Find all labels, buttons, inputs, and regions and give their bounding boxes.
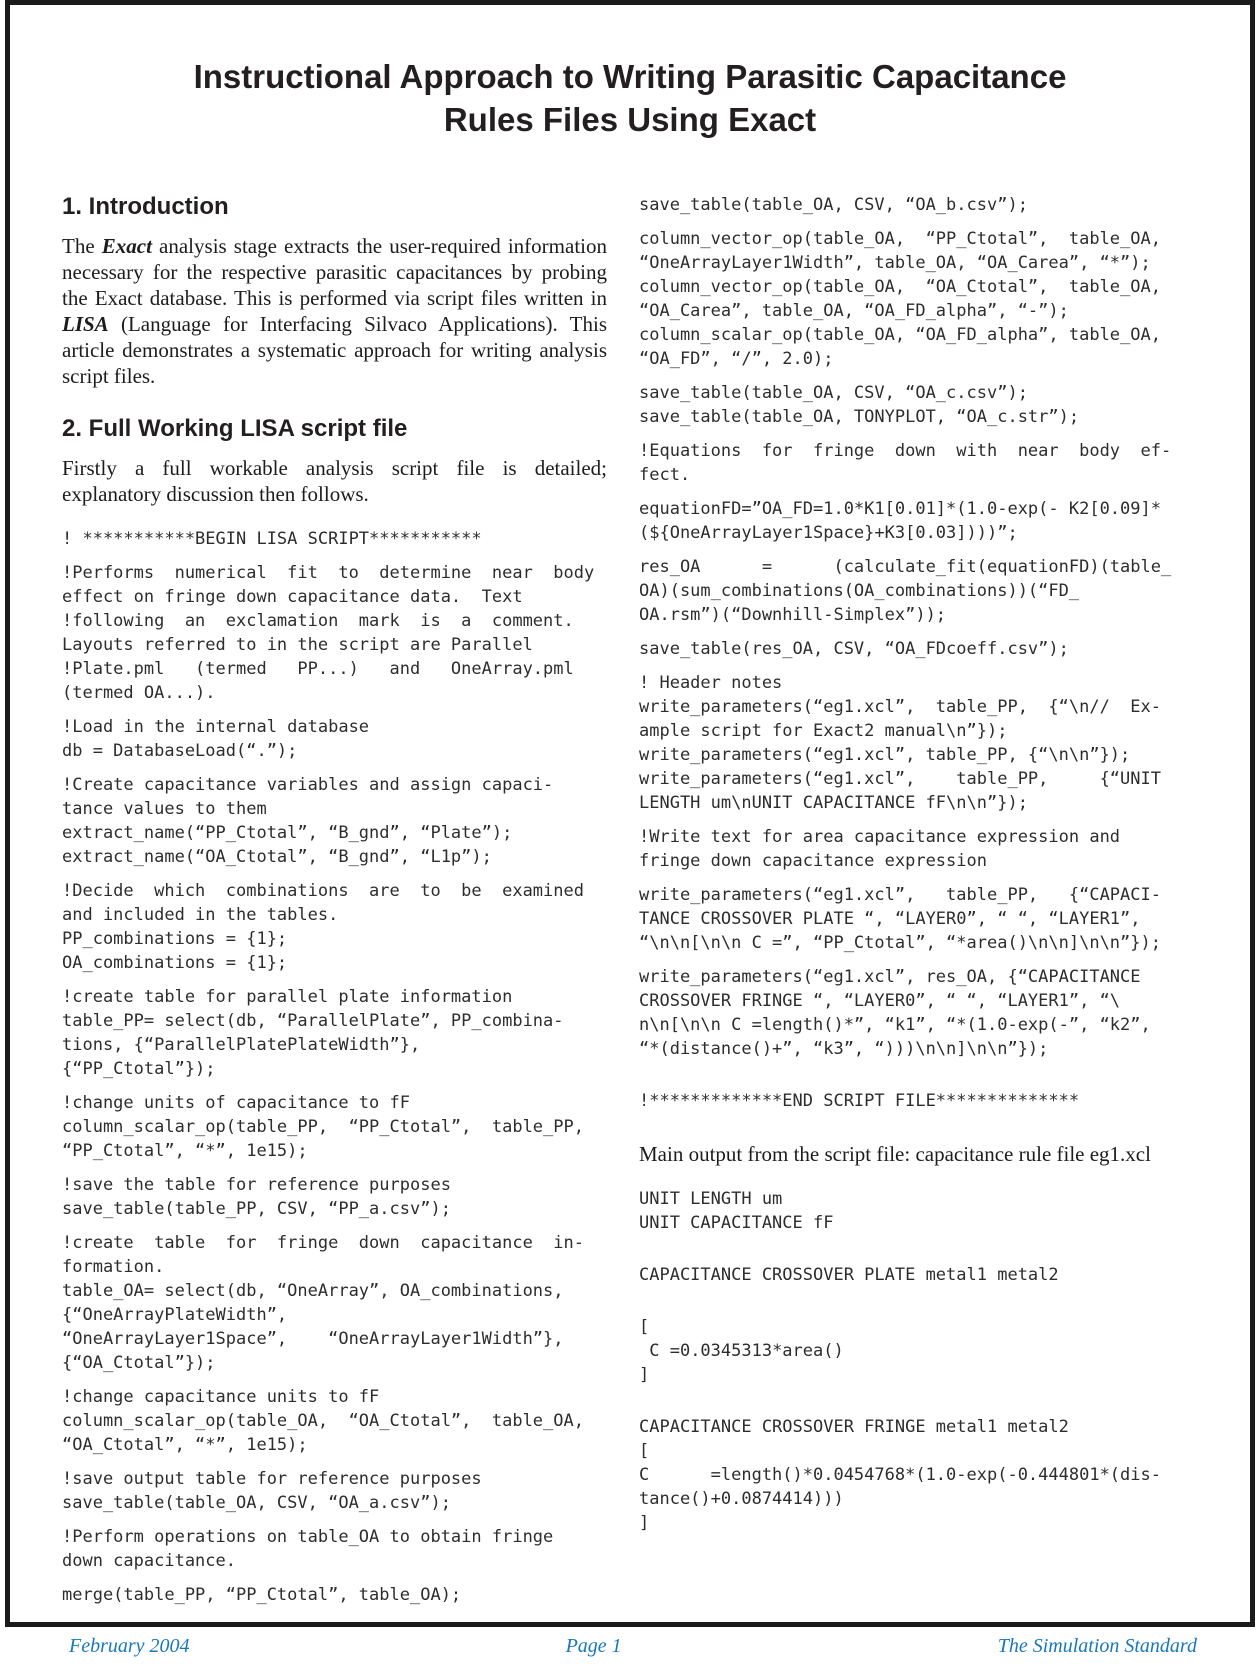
two-column-body [10, 193, 1250, 1617]
code-line: “OA_FD”, “/”, 2.0); [639, 349, 834, 369]
code-block [639, 883, 1184, 955]
code-block [639, 1187, 1184, 1235]
code-block [62, 1525, 607, 1573]
section-heading: 2. Full Working LISA script file [62, 415, 408, 442]
code-line: !*************END SCRIPT FILE************** [639, 1091, 1080, 1111]
code-line: column_vector_op(table_OA, “OA_Ctotal”, table_OA, [639, 277, 1161, 297]
code-line: OA)(sum_combinations(OA_combinations))(“FD_ [639, 581, 1080, 601]
code-line: TANCE CROSSOVER PLATE “, “LAYER0”, “ “, “LAYER1”, [639, 909, 1141, 929]
code-line: “OneArrayLayer1Width”, table_OA, “OA_Carea”, “*”); [639, 253, 1151, 273]
page-footer [5, 1635, 1255, 1658]
code-line: !save output table for reference purposes [62, 1469, 482, 1489]
code-block [639, 1263, 1184, 1287]
code-block [639, 1089, 1184, 1113]
paragraph-text: Firstly a full workable analysis script file is detailed; explanatory discussion then follows. [62, 456, 607, 506]
code-line: LENGTH um\nUNIT CAPACITANCE fF\n\n”}); [639, 793, 1028, 813]
code-line: tance()+0.0874414))) [639, 1489, 844, 1509]
code-line: [ [639, 1441, 650, 1461]
paragraph-text: (Language for Interfacing Silvaco Applications). This article demonstrates a systematic approach for writing analysis script files. [62, 312, 607, 388]
code-line: {“OA_Ctotal”}); [62, 1353, 216, 1373]
code-line: save_table(table_OA, CSV, “OA_a.csv”); [62, 1493, 451, 1513]
code-line: !following an exclamation mark is a comment. [62, 611, 574, 631]
code-block [639, 227, 1184, 371]
code-block [639, 825, 1184, 873]
paragraph-text: Main output from the script file: capacitance rule file eg1.xcl [639, 1142, 1151, 1166]
code-line: save_table(table_OA, CSV, “OA_c.csv”); [639, 383, 1028, 403]
code-line: OA.rsm”)(“Downhill-Simplex”)); [639, 605, 947, 625]
footer-date: February 2004 [69, 1635, 190, 1657]
code-line: !change capacitance units to fF [62, 1387, 380, 1407]
code-line: C =0.0345313*area() [639, 1341, 844, 1361]
code-line: column_vector_op(table_OA, “PP_Ctotal”, table_OA, [639, 229, 1161, 249]
footer-page-number: Page 1 [565, 1635, 622, 1657]
code-line: !Perform operations on table_OA to obtain fringe [62, 1527, 554, 1547]
code-line: !Performs numerical fit to determine near body [62, 563, 595, 583]
code-line: (${OneArrayLayer1Space}+K3[0.03])))”; [639, 523, 1018, 543]
code-line: fect. [639, 465, 691, 485]
code-block [62, 1231, 607, 1375]
code-line: {“OneArrayPlateWidth”, [62, 1305, 288, 1325]
code-line: ] [639, 1513, 650, 1533]
code-line: UNIT LENGTH um [639, 1189, 783, 1209]
code-block [62, 1385, 607, 1457]
code-line: “*(distance()+”, “k3”, “)))\n\n]\n\n”}); [639, 1039, 1049, 1059]
code-line: effect on fringe down capacitance data. Text [62, 587, 523, 607]
code-block [62, 1173, 607, 1221]
code-line: !Load in the internal database [62, 717, 370, 737]
code-line: {“PP_Ctotal”}); [62, 1059, 216, 1079]
code-block [639, 1415, 1184, 1535]
paragraph-text: The [62, 234, 102, 258]
code-line: !create table for parallel plate information [62, 987, 513, 1007]
code-line: CROSSOVER FRINGE “, “LAYER0”, “ “, “LAYER1”, “\ [639, 991, 1121, 1011]
code-line: !create table for fringe down capacitance in- [62, 1233, 584, 1253]
code-line: save_table(table_OA, TONYPLOT, “OA_c.str”); [639, 407, 1080, 427]
code-line: !save the table for reference purposes [62, 1175, 451, 1195]
code-line: PP_combinations = {1}; [62, 929, 288, 949]
code-line: C =length()*0.0454768*(1.0-exp(-0.444801*(dis- [639, 1465, 1161, 1485]
code-block [62, 1091, 607, 1163]
code-line: UNIT CAPACITANCE fF [639, 1213, 834, 1233]
code-line: (termed OA...). [62, 683, 216, 703]
code-line: down capacitance. [62, 1551, 236, 1571]
code-block [639, 671, 1184, 815]
code-line: “OA_Ctotal”, “*”, 1e15); [62, 1435, 308, 1455]
code-block [62, 527, 607, 551]
code-line: db = DatabaseLoad(“.”); [62, 741, 298, 761]
code-block [62, 985, 607, 1081]
code-line: OA_combinations = {1}; [62, 953, 288, 973]
code-line: “OA_Carea”, table_OA, “OA_FD_alpha”, “-”); [639, 301, 1069, 321]
code-line: write_parameters(“eg1.xcl”, table_PP, {“CAPACI- [639, 885, 1161, 905]
code-line: !Write text for area capacitance expression and [639, 827, 1121, 847]
code-line: write_parameters(“eg1.xcl”, res_OA, {“CAPACITANCE [639, 967, 1141, 987]
code-line: write_parameters(“eg1.xcl”, table_PP, {“UNIT [639, 769, 1161, 789]
code-line: ! Header notes [639, 673, 783, 693]
code-block [639, 555, 1184, 627]
code-line: save_table(table_PP, CSV, “PP_a.csv”); [62, 1199, 451, 1219]
code-line: tions, {“ParallelPlatePlateWidth”}, [62, 1035, 421, 1055]
code-line: CAPACITANCE CROSSOVER PLATE metal1 metal2 [639, 1265, 1059, 1285]
code-line: !Decide which combinations are to be examined [62, 881, 584, 901]
code-line: !Create capacitance variables and assign capaci- [62, 775, 554, 795]
code-line: !change units of capacitance to fF [62, 1093, 410, 1113]
code-line: fringe down capacitance expression [639, 851, 987, 871]
code-line: save_table(table_OA, CSV, “OA_b.csv”); [639, 195, 1028, 215]
code-block [639, 497, 1184, 545]
code-line: !Plate.pml (termed PP...) and OneArray.pml [62, 659, 574, 679]
code-line: column_scalar_op(table_PP, “PP_Ctotal”, table_PP, [62, 1117, 584, 1137]
code-block [639, 965, 1184, 1061]
code-block [62, 773, 607, 869]
left-column [62, 193, 607, 1617]
paragraph [62, 455, 607, 507]
code-block [639, 1315, 1184, 1387]
emphasized-text: Exact [101, 234, 152, 258]
page-title [10, 55, 1250, 141]
code-line: table_PP= select(db, “ParallelPlate”, PP_combina- [62, 1011, 564, 1031]
code-line: ample script for Exact2 manual\n”}); [639, 721, 1008, 741]
paragraph [639, 1141, 1184, 1167]
code-block [62, 715, 607, 763]
code-block [62, 1583, 607, 1607]
code-line: n\n[\n\n C =length()*”, “k1”, “*(1.0-exp(-”, “k2”, [639, 1015, 1151, 1035]
page-title-line: Instructional Approach to Writing Parasitic Capacitance [193, 58, 1067, 95]
code-line: tance values to them [62, 799, 267, 819]
code-line: formation. [62, 1257, 165, 1277]
code-line: “\n\n[\n\n C =”, “PP_Ctotal”, “*area()\n\n]\n\n”}); [639, 933, 1161, 953]
code-line: extract_name(“PP_Ctotal”, “B_gnd”, “Plate”); [62, 823, 513, 843]
code-line: res_OA = (calculate_fit(equationFD)(table_ [639, 557, 1172, 577]
code-line: Layouts referred to in the script are Parallel [62, 635, 533, 655]
code-line: equationFD=”OA_FD=1.0*K1[0.01]*(1.0-exp(- K2[0.09]* [639, 499, 1161, 519]
page-frame [5, 0, 1255, 1627]
section-heading: 1. Introduction [62, 193, 229, 220]
right-column [639, 193, 1184, 1617]
code-line: ] [639, 1365, 650, 1385]
code-block [62, 561, 607, 705]
page-title-line: Rules Files Using Exact [443, 101, 817, 138]
code-block [639, 637, 1184, 661]
code-block [639, 193, 1184, 217]
paragraph [62, 233, 607, 389]
code-line: CAPACITANCE CROSSOVER FRINGE metal1 metal2 [639, 1417, 1069, 1437]
code-line: save_table(res_OA, CSV, “OA_FDcoeff.csv”); [639, 639, 1069, 659]
code-block [62, 1467, 607, 1515]
code-line: write_parameters(“eg1.xcl”, table_PP, {“\n// Ex- [639, 697, 1161, 717]
code-line: !Equations for fringe down with near body ef- [639, 441, 1172, 461]
emphasized-text: LISA [62, 312, 109, 336]
code-line: [ [639, 1317, 650, 1337]
code-line: table_OA= select(db, “OneArray”, OA_combinations, [62, 1281, 564, 1301]
code-block [62, 879, 607, 975]
code-line: and included in the tables. [62, 905, 339, 925]
code-block [639, 439, 1184, 487]
code-line: “OneArrayLayer1Space”, “OneArrayLayer1Width”}, [62, 1329, 564, 1349]
code-line: “PP_Ctotal”, “*”, 1e15); [62, 1141, 308, 1161]
code-line: write_parameters(“eg1.xcl”, table_PP, {“\n\n”}); [639, 745, 1131, 765]
code-line: ! ***********BEGIN LISA SCRIPT*********** [62, 529, 482, 549]
paragraph-text: analysis stage extracts the user-required information necessary for the respective parasitic capacitances by probing the Exact database. This is performed via script files written in [62, 234, 607, 310]
code-line: column_scalar_op(table_OA, “OA_Ctotal”, table_OA, [62, 1411, 584, 1431]
code-block [639, 381, 1184, 429]
code-line: extract_name(“OA_Ctotal”, “B_gnd”, “L1p”); [62, 847, 492, 867]
code-line: merge(table_PP, “PP_Ctotal”, table_OA); [62, 1585, 462, 1605]
code-line: column_scalar_op(table_OA, “OA_FD_alpha”, table_OA, [639, 325, 1161, 345]
footer-publication: The Simulation Standard [997, 1635, 1197, 1657]
